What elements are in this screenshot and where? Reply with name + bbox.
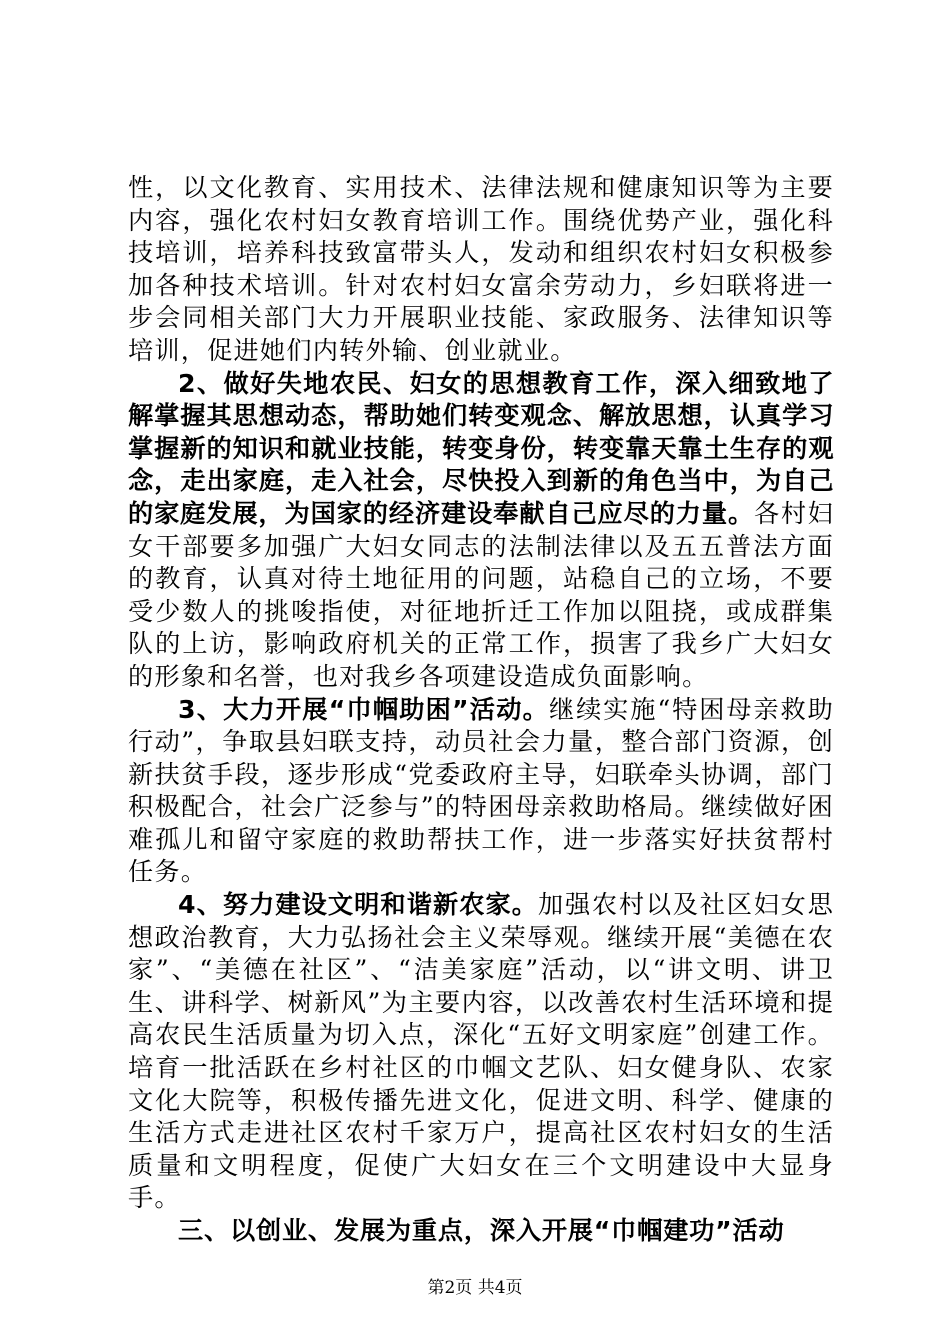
paragraph-4-text: 加强农村以及社区妇女思想政治教育，大力弘扬社会主义荣辱观。继续开展“美德在农家”、“美德在社区”、“洁美家庭”活动，以“讲文明、讲卫生、讲科学、树新风”为主要内容，以改善农村生活环境和提高农民生活质量为切入点，深化“五好文明家庭”创建工作。培育一批活跃在乡村社区的巾帼文艺队、妇女健身队、农家文化大院等，积极传播先进文化，促进文明、科学、健康的生活方式走进社区农村千家万户，提高社区农村妇女的生活质量和文明程度，促使广大妇女在三个文明建设中大显身手。 (128, 890, 834, 1213)
paragraph-3-lead: 3、大力开展“巾帼助困”活动。 (178, 694, 549, 724)
paragraph-3-text: 继续实施“特困母亲救助行动”，争取县妇联支持，动员社会力量，整合部门资源，创新扶贫手段，逐步形成“党委政府主导，妇联牵头协调，部门积极配合，社会广泛参与”的特困母亲救助格局。继续做好困难孤儿和留守家庭的救助帮扶工作，进一步落实好扶贫帮村任务。 (128, 694, 834, 887)
paragraph-1-text: 性，以文化教育、实用技术、法律法规和健康知识等为主要内容，强化农村妇女教育培训工作。围绕优势产业，强化科技培训，培养科技致富带头人，发动和组织农村妇女积极参加各种技术培训。针对农村妇女富余劳动力，乡妇联将进一步会同相关部门大力开展职业技能、家政服务、法律知识等培训，促进她们内转外输、创业就业。 (128, 173, 834, 365)
paragraph-2 (128, 368, 834, 694)
page-number-label: 第2页 共4页 (427, 1278, 523, 1298)
paragraph-3 (128, 694, 834, 890)
section-heading-3-text: 三、以创业、发展为重点，深入开展“巾帼建功”活动 (178, 1216, 785, 1245)
section-heading-3 (128, 1215, 834, 1248)
paragraph-4 (128, 889, 834, 1215)
document-body (128, 172, 834, 1248)
paragraph-2-lead: 2、做好失地农民、妇女的思想教育工作，深入细致地了解掌握其思想动态，帮助她们转变观念、解放思想，认真学习掌握新的知识和就业技能，转变身份，转变靠天靠土生存的观念，走出家庭，走入社会，尽快投入到新的角色当中，为自己的家庭发展，为国家的经济建设奉献自己应尽的力量。 (128, 368, 834, 528)
paragraph-1 (128, 172, 834, 368)
paragraph-4-lead: 4、努力建设文明和谐新农家。 (178, 890, 538, 920)
paragraph-2-text: 各村妇女干部要多加强广大妇女同志的法制法律以及五五普法方面的教育，认真对待土地征用的问题，站稳自己的立场，不要受少数人的挑唆指使，对征地折迁工作加以阻挠，或成群集队的上访，影响政府机关的正常工作，损害了我乡广大妇女的形象和名誉，也对我乡各项建设造成负面影响。 (128, 498, 835, 691)
page-footer (0, 1273, 950, 1298)
